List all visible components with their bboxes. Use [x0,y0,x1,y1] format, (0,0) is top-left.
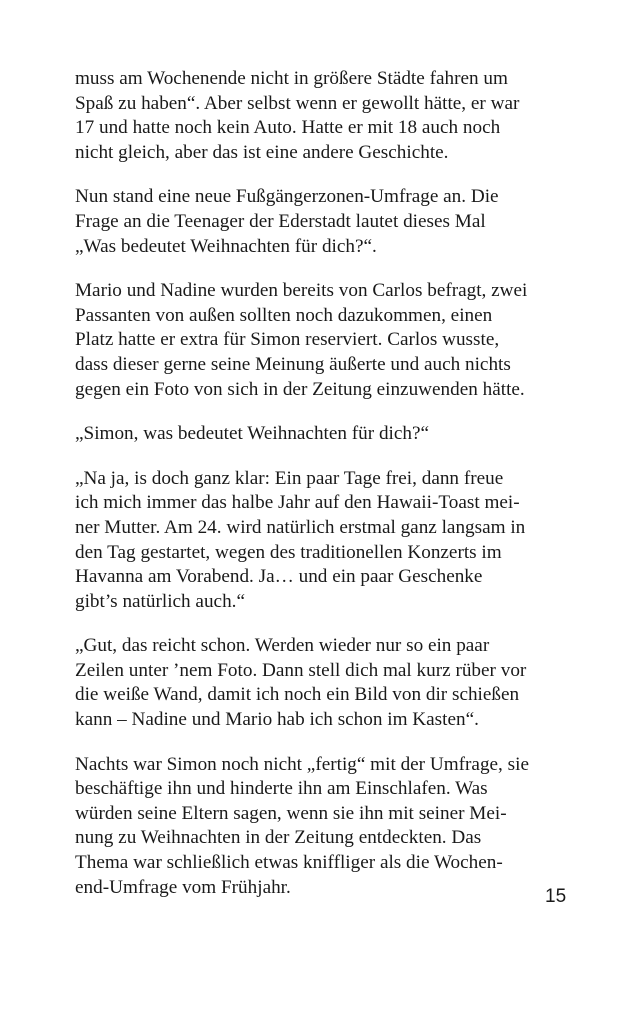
page-number: 15 [545,886,567,907]
paragraph-7: Nachts war Simon noch nicht „fertig“ mit der Umfrage, sie beschäftige ihn und hinderte ihn am Einschlafen. Was würden seine Eltern sagen, wenn sie ihn mit seiner Mei- nung zu Weihnachten in der Zeitung entdeckten. Das Thema war schließlich etwas kniffliger als die Wochen- end-Umfrage vom Frühjahr. [75,753,529,898]
paragraph-4: „Simon, was bedeutet Weihnachten für dich?“ [75,423,430,445]
page-body [75,67,566,920]
paragraph-5: „Na ja, is doch ganz klar: Ein paar Tage frei, dann freue ich mich immer das halbe Jahr auf den Hawaii-Toast mei- ner Mutter. Am 24. wird natürlich erstmal ganz langsam in den Tag gestartet, wegen des traditionellen Konzerts im Havanna am Vorabend. Ja… und ein paar Geschenke gibt’s natürlich auch.“ [75,467,526,612]
paragraph-1: muss am Wochenende nicht in größere Städte fahren um Spaß zu haben“. Aber selbst wenn er gewollt hätte, er war 17 und hatte noch kein Auto. Hatte er mit 18 auch noch nicht gleich, aber das ist eine andere Geschichte. [75,68,520,163]
paragraph-3: Mario und Nadine wurden bereits von Carlos befragt, zwei Passanten von außen sollten noch dazukommen, einen Platz hatte er extra für Simon reserviert. Carlos wusste, dass dieser gerne seine Meinung äußerte und auch nichts gegen ein Foto von sich in der Zeitung einzuwenden hätte. [75,280,528,400]
paragraph-2: Nun stand eine neue Fußgängerzonen-Umfrage an. Die Frage an die Teenager der Ederstadt lautet dieses Mal „Was bedeutet Weihnachten für dich?“. [75,186,499,257]
paragraph-6: „Gut, das reicht schon. Werden wieder nur so ein paar Zeilen unter ’nem Foto. Dann stell dich mal kurz rüber vor die weiße Wand, damit ich noch ein Bild von dir schießen kann – Nadine und Mario hab ich schon im Kasten“. [75,635,527,731]
